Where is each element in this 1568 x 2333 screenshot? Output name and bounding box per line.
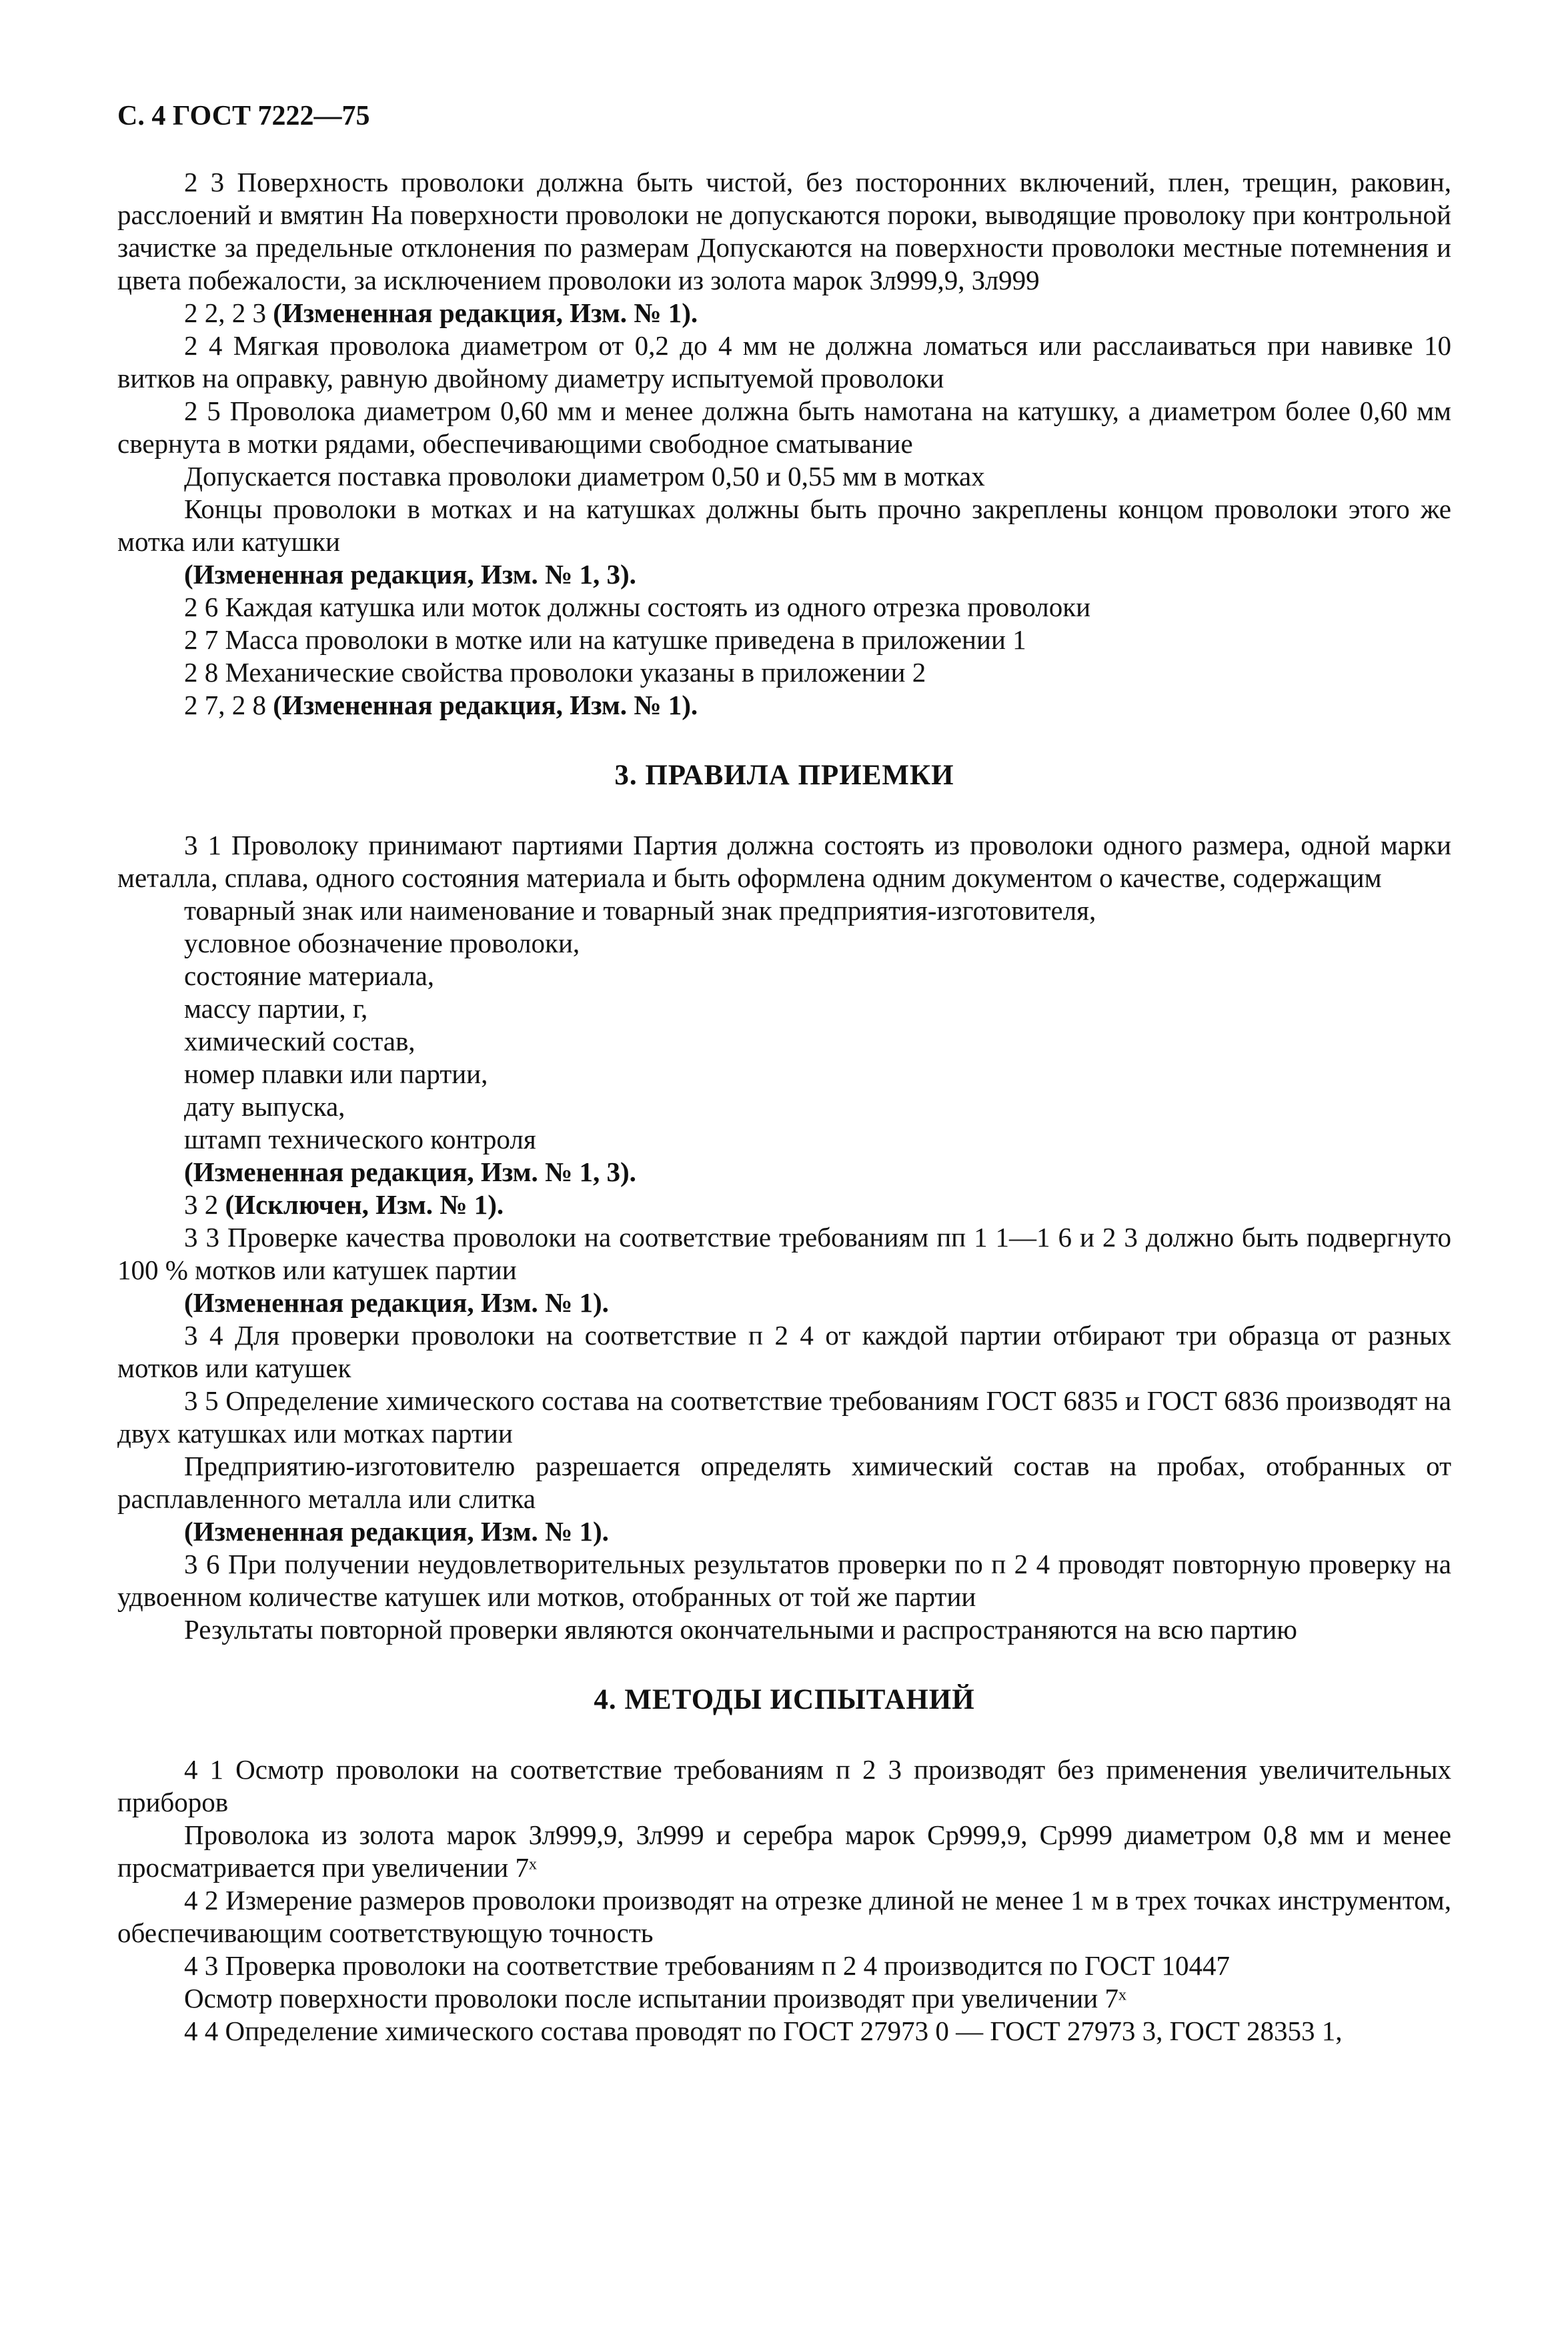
amendment-line: [117, 1189, 1451, 1221]
paragraph: 2 7 Масса проволоки в мотке или на катушке приведена в приложении 1: [184, 624, 1026, 655]
paragraph: 3 5 Определение химического состава на соответствие требованиям ГОСТ 6835 и ГОСТ 6836 производят на двух катушках или мотках партии: [117, 1385, 1451, 1449]
paragraph: Результаты повторной проверки являются окончательными и распространяются на всю партию: [184, 1614, 1297, 1645]
paragraph: 2 8 Механические свойства проволоки указаны в приложении 2: [184, 657, 926, 688]
clause-numbers: 3 2: [184, 1189, 225, 1220]
amendment-note: (Исключен, Изм. № 1).: [225, 1189, 504, 1220]
list-item: штамп технического контроля: [184, 1124, 536, 1154]
paragraph: 4 2 Измерение размеров проволоки производят на отрезке длиной не менее 1 м в трех точках инструментом, обеспечивающим соответствующую точность: [117, 1885, 1451, 1948]
list-item: номер плавки или партии,: [184, 1058, 488, 1089]
paragraph-3-1: 3 1 Проволоку принимают партиями Партия должна состоять из проволоки одного размера, одной марки металла, сплава, одного состояния материала и быть оформлена одним документом о качестве, содержащим: [117, 830, 1451, 893]
section-4-title: 4. МЕТОДЫ ИСПЫТАНИЙ: [594, 1684, 975, 1715]
amendment-line: [117, 689, 1451, 722]
paragraph: Концы проволоки в мотках и на катушках должны быть прочно закреплены концом проволоки этого же мотка или катушки: [117, 494, 1451, 557]
section-3-title: 3. ПРАВИЛА ПРИЕМКИ: [614, 760, 954, 791]
section-2-continued: [117, 166, 1451, 722]
document-page: [117, 100, 1451, 2048]
paragraph: 2 5 Проволока диаметром 0,60 мм и менее должна быть намотана на катушку, а диаметром более 0,60 мм свернута в мотки рядами, обеспечивающими свободное сматывание: [117, 396, 1451, 459]
list-item: состояние материала,: [184, 960, 435, 991]
list-item: дату выпуска,: [184, 1091, 345, 1122]
amendment-line: [117, 297, 1451, 329]
paragraph: 3 3 Проверке качества проволоки на соответствие требованиям пп 1 1—1 6 и 2 3 должно быть подвергнуто 100 % мотков или катушек партии: [117, 1222, 1451, 1285]
list-item: массу партии, г,: [184, 993, 368, 1024]
clause-numbers: 2 7, 2 8: [184, 690, 273, 720]
section-4-body: [117, 1753, 1451, 2048]
clause-numbers: 2 2, 2 3: [184, 297, 273, 328]
amendment-note: (Измененная редакция, Изм. № 1).: [273, 297, 698, 328]
paragraph: 2 6 Каждая катушка или моток должны состоять из одного отрезка проволоки: [184, 592, 1091, 622]
paragraph: 3 4 Для проверки проволоки на соответствие п 2 4 от каждой партии отбирают три образца от разных мотков или катушек: [117, 1320, 1451, 1383]
paragraph: 3 6 При получении неудовлетворительных результатов проверки по п 2 4 проводят повторную проверку на удвоенном количестве катушек или мотков, отобранных от той же партии: [117, 1549, 1451, 1612]
paragraph: 4 4 Определение химического состава проводят по ГОСТ 27973 0 — ГОСТ 27973 3, ГОСТ 28353 1,: [184, 2016, 1343, 2046]
paragraph: Проволока из золота марок Зл999,9, Зл999 и серебра марок Ср999,9, Ср999 диаметром 0,8 мм и менее просматривается при увеличении 7ˣ: [117, 1819, 1451, 1883]
paragraph: 4 3 Проверка проволоки на соответствие требованиям п 2 4 производится по ГОСТ 10447: [184, 1950, 1231, 1981]
amendment-note: (Измененная редакция, Изм. № 1).: [273, 690, 698, 720]
section-3-body: [117, 1156, 1451, 1646]
amendment-note: (Измененная редакция, Изм. № 1, 3).: [184, 1156, 636, 1187]
paragraph: Допускается поставка проволоки диаметром 0,50 и 0,55 мм в мотках: [184, 461, 985, 492]
paragraph: 2 4 Мягкая проволока диаметром от 0,2 до 4 мм не должна ломаться или расслаиваться при навивке 10 витков на оправку, равную двойному диаметру испытуемой проволоки: [117, 330, 1451, 394]
page-header: С. 4 ГОСТ 7222—75: [117, 101, 370, 131]
list-item: химический состав,: [184, 1026, 416, 1056]
list-item: условное обозначение проволоки,: [184, 928, 580, 958]
paragraph: Предприятию-изготовителю разрешается определять химический состав на пробах, отобранных от расплавленного металла или слитка: [117, 1451, 1451, 1514]
amendment-note: (Измененная редакция, Изм. № 1, 3).: [184, 559, 636, 590]
paragraph: 2 3 Поверхность проволоки должна быть чистой, без посторонних включений, плен, трещин, раковин, расслоений и вмятин На поверхности проволоки не допускаются пороки, выводящие проволоку при контрольной зачистке за предельные отклонения по размерам Допускаются на поверхности проволоки местные потемнения и цвета побежалости, за исключением проволоки из золота марок Зл999,9, Зл999: [117, 167, 1451, 295]
list-item: товарный знак или наименование и товарный знак предприятия-изготовителя,: [184, 895, 1096, 926]
amendment-note: (Измененная редакция, Изм. № 1).: [184, 1516, 609, 1547]
document-contents-list: [184, 894, 1451, 1156]
paragraph: 4 1 Осмотр проволоки на соответствие требованиям п 2 3 производят без применения увеличительных приборов: [117, 1754, 1451, 1817]
paragraph: Осмотр поверхности проволоки после испытании производят при увеличении 7ˣ: [184, 1983, 1126, 2014]
amendment-note: (Измененная редакция, Изм. № 1).: [184, 1287, 609, 1318]
